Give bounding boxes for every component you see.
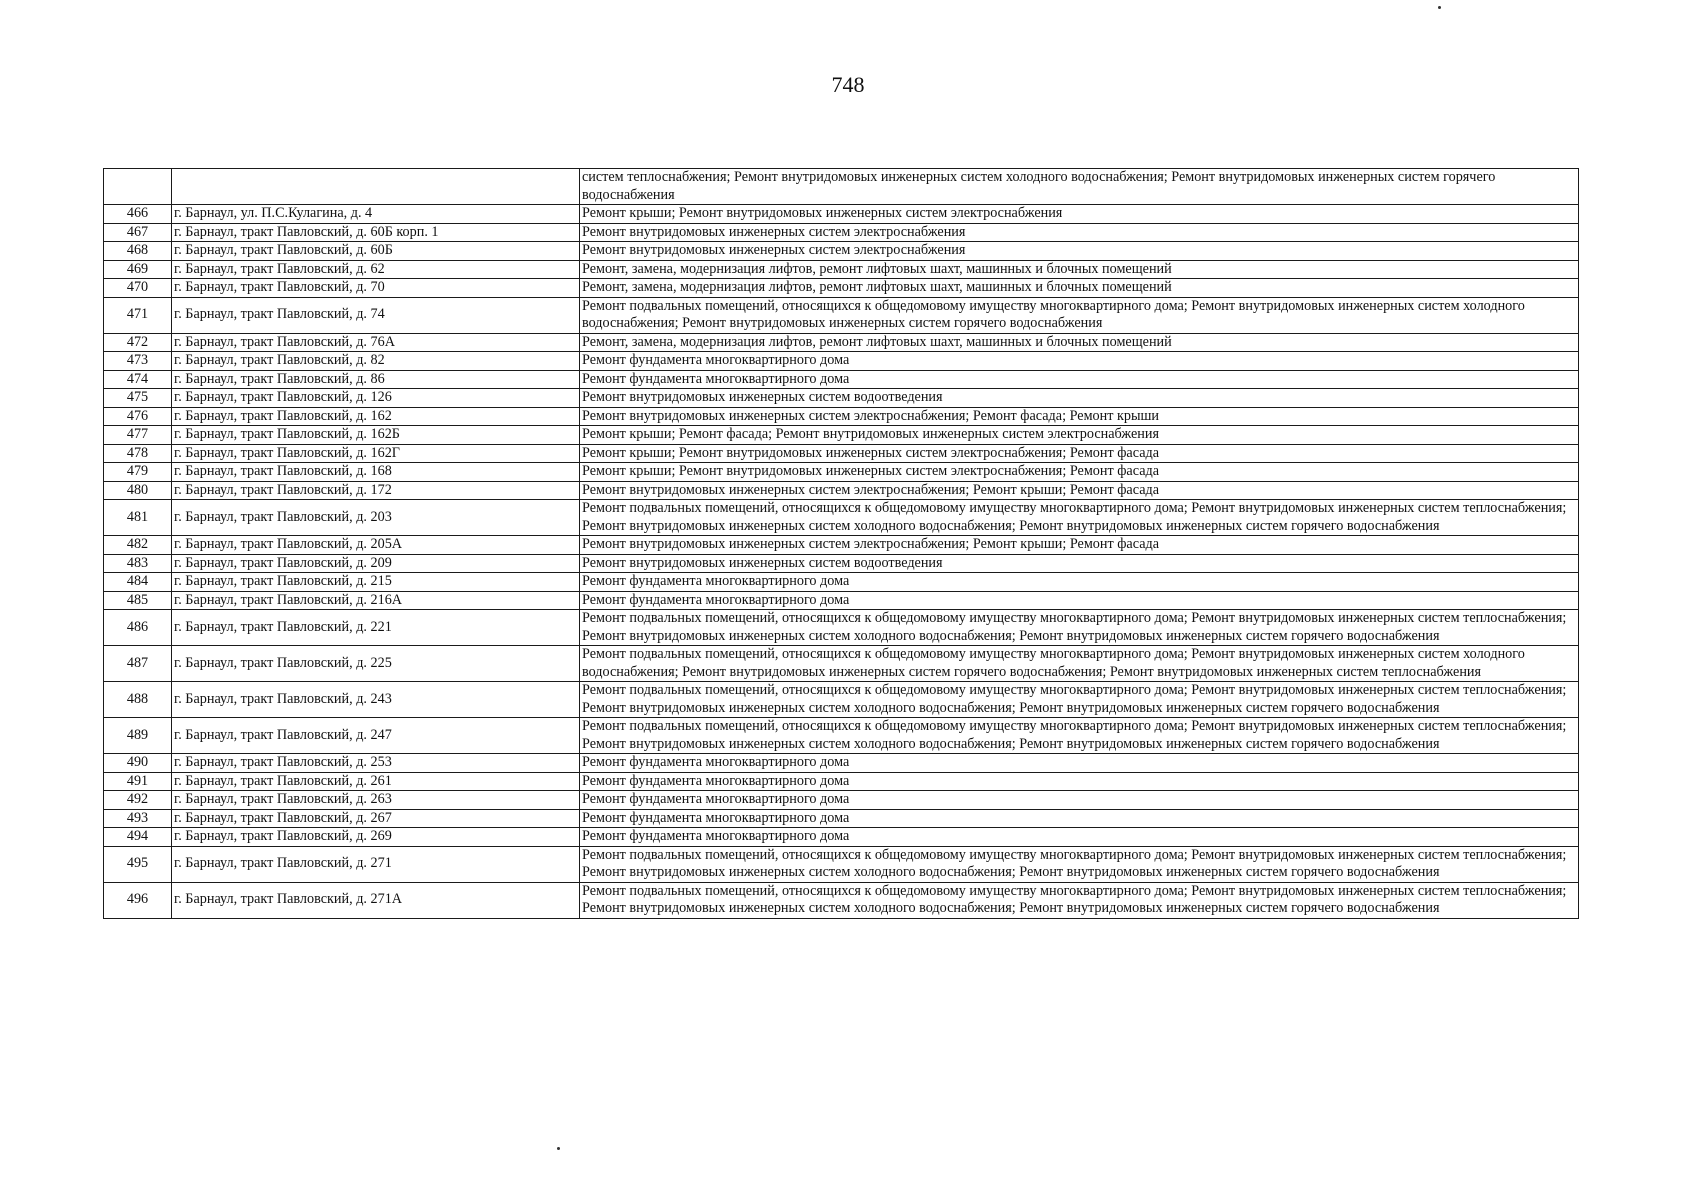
work-type-cell: Ремонт внутридомовых инженерных систем электроснабжения; Ремонт крыши; Ремонт фасада [580, 536, 1579, 555]
work-type-cell: Ремонт внутридомовых инженерных систем электроснабжения; Ремонт крыши; Ремонт фасада [580, 481, 1579, 500]
row-number-cell: 473 [104, 352, 172, 371]
address-cell: г. Барнаул, тракт Павловский, д. 253 [172, 754, 580, 773]
address-cell: г. Барнаул, тракт Павловский, д. 271А [172, 882, 580, 918]
address-cell: г. Барнаул, тракт Павловский, д. 172 [172, 481, 580, 500]
address-cell: г. Барнаул, тракт Павловский, д. 209 [172, 554, 580, 573]
address-cell: г. Барнаул, тракт Павловский, д. 247 [172, 718, 580, 754]
address-cell: г. Барнаул, тракт Павловский, д. 162 [172, 407, 580, 426]
address-cell: г. Барнаул, тракт Павловский, д. 225 [172, 646, 580, 682]
row-number-cell: 471 [104, 297, 172, 333]
row-number-cell: 478 [104, 444, 172, 463]
work-type-cell: Ремонт крыши; Ремонт внутридомовых инженерных систем электроснабжения; Ремонт фасада [580, 444, 1579, 463]
address-cell: г. Барнаул, тракт Павловский, д. 261 [172, 772, 580, 791]
table-row [104, 809, 1579, 828]
address-cell: г. Барнаул, тракт Павловский, д. 269 [172, 828, 580, 847]
work-type-cell: Ремонт фундамента многоквартирного дома [580, 573, 1579, 592]
row-number-cell: 489 [104, 718, 172, 754]
table-row [104, 718, 1579, 754]
table-row [104, 463, 1579, 482]
table-row [104, 370, 1579, 389]
address-cell: г. Барнаул, тракт Павловский, д. 267 [172, 809, 580, 828]
row-number-cell: 493 [104, 809, 172, 828]
work-type-cell: Ремонт фундамента многоквартирного дома [580, 754, 1579, 773]
table-row [104, 754, 1579, 773]
work-type-cell: Ремонт фундамента многоквартирного дома [580, 591, 1579, 610]
row-number-cell: 495 [104, 846, 172, 882]
row-number-cell: 496 [104, 882, 172, 918]
row-number-cell: 477 [104, 426, 172, 445]
address-cell: г. Барнаул, тракт Павловский, д. 74 [172, 297, 580, 333]
address-cell [172, 169, 580, 205]
registry-table-body [104, 169, 1579, 919]
table-row [104, 536, 1579, 555]
table-row [104, 389, 1579, 408]
address-cell: г. Барнаул, тракт Павловский, д. 76А [172, 333, 580, 352]
work-type-cell: Ремонт крыши; Ремонт внутридомовых инженерных систем электроснабжения; Ремонт фасада [580, 463, 1579, 482]
work-type-cell: Ремонт подвальных помещений, относящихся к общедомовому имуществу многоквартирного дома; Ремонт внутридомовых инженерных систем теплоснабжения; Ремонт внутридомовых инженерных систем холодного водоснабжения; Ремонт внутридомовых инженерных систем горячего водоснабжения [580, 682, 1579, 718]
work-type-cell: Ремонт внутридомовых инженерных систем электроснабжения [580, 223, 1579, 242]
row-number-cell: 474 [104, 370, 172, 389]
row-number-cell: 494 [104, 828, 172, 847]
address-cell: г. Барнаул, тракт Павловский, д. 203 [172, 500, 580, 536]
work-type-cell: Ремонт фундамента многоквартирного дома [580, 828, 1579, 847]
table-row [104, 352, 1579, 371]
address-cell: г. Барнаул, тракт Павловский, д. 70 [172, 279, 580, 298]
table-row [104, 846, 1579, 882]
address-cell: г. Барнаул, тракт Павловский, д. 162Г [172, 444, 580, 463]
work-type-cell: Ремонт крыши; Ремонт фасада; Ремонт внутридомовых инженерных систем электроснабжения [580, 426, 1579, 445]
work-type-cell: Ремонт подвальных помещений, относящихся к общедомовому имуществу многоквартирного дома; Ремонт внутридомовых инженерных систем теплоснабжения; Ремонт внутридомовых инженерных систем холодного водоснабжения; Ремонт внутридомовых инженерных систем горячего водоснабжения [580, 500, 1579, 536]
work-type-cell: Ремонт внутридомовых инженерных систем водоотведения [580, 554, 1579, 573]
row-number-cell: 466 [104, 205, 172, 224]
work-type-cell: систем теплоснабжения; Ремонт внутридомовых инженерных систем холодного водоснабжения; Ремонт внутридомовых инженерных систем горячего водоснабжения [580, 169, 1579, 205]
work-type-cell: Ремонт, замена, модернизация лифтов, ремонт лифтовых шахт, машинных и блочных помещений [580, 333, 1579, 352]
table-row [104, 242, 1579, 261]
table-row [104, 500, 1579, 536]
row-number-cell: 467 [104, 223, 172, 242]
table-row [104, 444, 1579, 463]
address-cell: г. Барнаул, тракт Павловский, д. 60Б [172, 242, 580, 261]
row-number-cell: 491 [104, 772, 172, 791]
table-row [104, 205, 1579, 224]
work-type-cell: Ремонт подвальных помещений, относящихся к общедомовому имуществу многоквартирного дома; Ремонт внутридомовых инженерных систем теплоснабжения; Ремонт внутридомовых инженерных систем холодного водоснабжения; Ремонт внутридомовых инженерных систем горячего водоснабжения [580, 846, 1579, 882]
table-row [104, 481, 1579, 500]
scan-speck [1438, 6, 1441, 9]
table-row [104, 882, 1579, 918]
row-number-cell: 485 [104, 591, 172, 610]
work-type-cell: Ремонт фундамента многоквартирного дома [580, 772, 1579, 791]
row-number-cell: 480 [104, 481, 172, 500]
work-type-cell: Ремонт, замена, модернизация лифтов, ремонт лифтовых шахт, машинных и блочных помещений [580, 260, 1579, 279]
work-type-cell: Ремонт, замена, модернизация лифтов, ремонт лифтовых шахт, машинных и блочных помещений [580, 279, 1579, 298]
table-row [104, 223, 1579, 242]
table-row [104, 828, 1579, 847]
address-cell: г. Барнаул, тракт Павловский, д. 126 [172, 389, 580, 408]
table-row [104, 610, 1579, 646]
address-cell: г. Барнаул, тракт Павловский, д. 215 [172, 573, 580, 592]
address-cell: г. Барнаул, тракт Павловский, д. 271 [172, 846, 580, 882]
work-type-cell: Ремонт подвальных помещений, относящихся к общедомовому имуществу многоквартирного дома; Ремонт внутридомовых инженерных систем холодного водоснабжения; Ремонт внутридомовых инженерных систем горячего водоснабжения [580, 297, 1579, 333]
row-number-cell: 479 [104, 463, 172, 482]
work-type-cell: Ремонт подвальных помещений, относящихся к общедомовому имуществу многоквартирного дома; Ремонт внутридомовых инженерных систем теплоснабжения; Ремонт внутридомовых инженерных систем холодного водоснабжения; Ремонт внутридомовых инженерных систем горячего водоснабжения [580, 610, 1579, 646]
table-row [104, 297, 1579, 333]
scan-speck [557, 1147, 560, 1150]
row-number-cell: 482 [104, 536, 172, 555]
address-cell: г. Барнаул, тракт Павловский, д. 221 [172, 610, 580, 646]
work-type-cell: Ремонт подвальных помещений, относящихся к общедомовому имуществу многоквартирного дома; Ремонт внутридомовых инженерных систем теплоснабжения; Ремонт внутридомовых инженерных систем холодного водоснабжения; Ремонт внутридомовых инженерных систем горячего водоснабжения [580, 718, 1579, 754]
row-number-cell: 472 [104, 333, 172, 352]
table-row [104, 554, 1579, 573]
table-row [104, 169, 1579, 205]
address-cell: г. Барнаул, ул. П.С.Кулагина, д. 4 [172, 205, 580, 224]
row-number-cell [104, 169, 172, 205]
work-type-cell: Ремонт крыши; Ремонт внутридомовых инженерных систем электроснабжения [580, 205, 1579, 224]
work-type-cell: Ремонт внутридомовых инженерных систем электроснабжения; Ремонт фасада; Ремонт крыши [580, 407, 1579, 426]
table-row [104, 260, 1579, 279]
row-number-cell: 488 [104, 682, 172, 718]
address-cell: г. Барнаул, тракт Павловский, д. 263 [172, 791, 580, 810]
address-cell: г. Барнаул, тракт Павловский, д. 82 [172, 352, 580, 371]
address-cell: г. Барнаул, тракт Павловский, д. 60Б корп. 1 [172, 223, 580, 242]
work-type-cell: Ремонт внутридомовых инженерных систем электроснабжения [580, 242, 1579, 261]
row-number-cell: 475 [104, 389, 172, 408]
table-row [104, 407, 1579, 426]
table-row [104, 333, 1579, 352]
row-number-cell: 470 [104, 279, 172, 298]
work-type-cell: Ремонт подвальных помещений, относящихся к общедомовому имуществу многоквартирного дома; Ремонт внутридомовых инженерных систем холодного водоснабжения; Ремонт внутридомовых инженерных систем горячего водоснабжения; Ремонт внутридомовых инженерных систем теплоснабжения [580, 646, 1579, 682]
work-type-cell: Ремонт фундамента многоквартирного дома [580, 370, 1579, 389]
work-type-cell: Ремонт фундамента многоквартирного дома [580, 809, 1579, 828]
address-cell: г. Барнаул, тракт Павловский, д. 216А [172, 591, 580, 610]
row-number-cell: 490 [104, 754, 172, 773]
table-row [104, 772, 1579, 791]
table-row [104, 426, 1579, 445]
address-cell: г. Барнаул, тракт Павловский, д. 243 [172, 682, 580, 718]
table-row [104, 279, 1579, 298]
work-type-cell: Ремонт фундамента многоквартирного дома [580, 791, 1579, 810]
row-number-cell: 492 [104, 791, 172, 810]
address-cell: г. Барнаул, тракт Павловский, д. 62 [172, 260, 580, 279]
work-type-cell: Ремонт подвальных помещений, относящихся к общедомовому имуществу многоквартирного дома; Ремонт внутридомовых инженерных систем теплоснабжения; Ремонт внутридомовых инженерных систем холодного водоснабжения; Ремонт внутридомовых инженерных систем горячего водоснабжения [580, 882, 1579, 918]
row-number-cell: 484 [104, 573, 172, 592]
table-row [104, 573, 1579, 592]
address-cell: г. Барнаул, тракт Павловский, д. 168 [172, 463, 580, 482]
row-number-cell: 486 [104, 610, 172, 646]
row-number-cell: 483 [104, 554, 172, 573]
address-cell: г. Барнаул, тракт Павловский, д. 162Б [172, 426, 580, 445]
table-row [104, 646, 1579, 682]
address-cell: г. Барнаул, тракт Павловский, д. 86 [172, 370, 580, 389]
table-row [104, 591, 1579, 610]
table-row [104, 682, 1579, 718]
work-type-cell: Ремонт внутридомовых инженерных систем водоотведения [580, 389, 1579, 408]
row-number-cell: 481 [104, 500, 172, 536]
row-number-cell: 468 [104, 242, 172, 261]
address-cell: г. Барнаул, тракт Павловский, д. 205А [172, 536, 580, 555]
repair-registry-table [103, 168, 1579, 919]
work-type-cell: Ремонт фундамента многоквартирного дома [580, 352, 1579, 371]
page-number: 748 [831, 72, 865, 97]
row-number-cell: 469 [104, 260, 172, 279]
row-number-cell: 487 [104, 646, 172, 682]
row-number-cell: 476 [104, 407, 172, 426]
table-row [104, 791, 1579, 810]
